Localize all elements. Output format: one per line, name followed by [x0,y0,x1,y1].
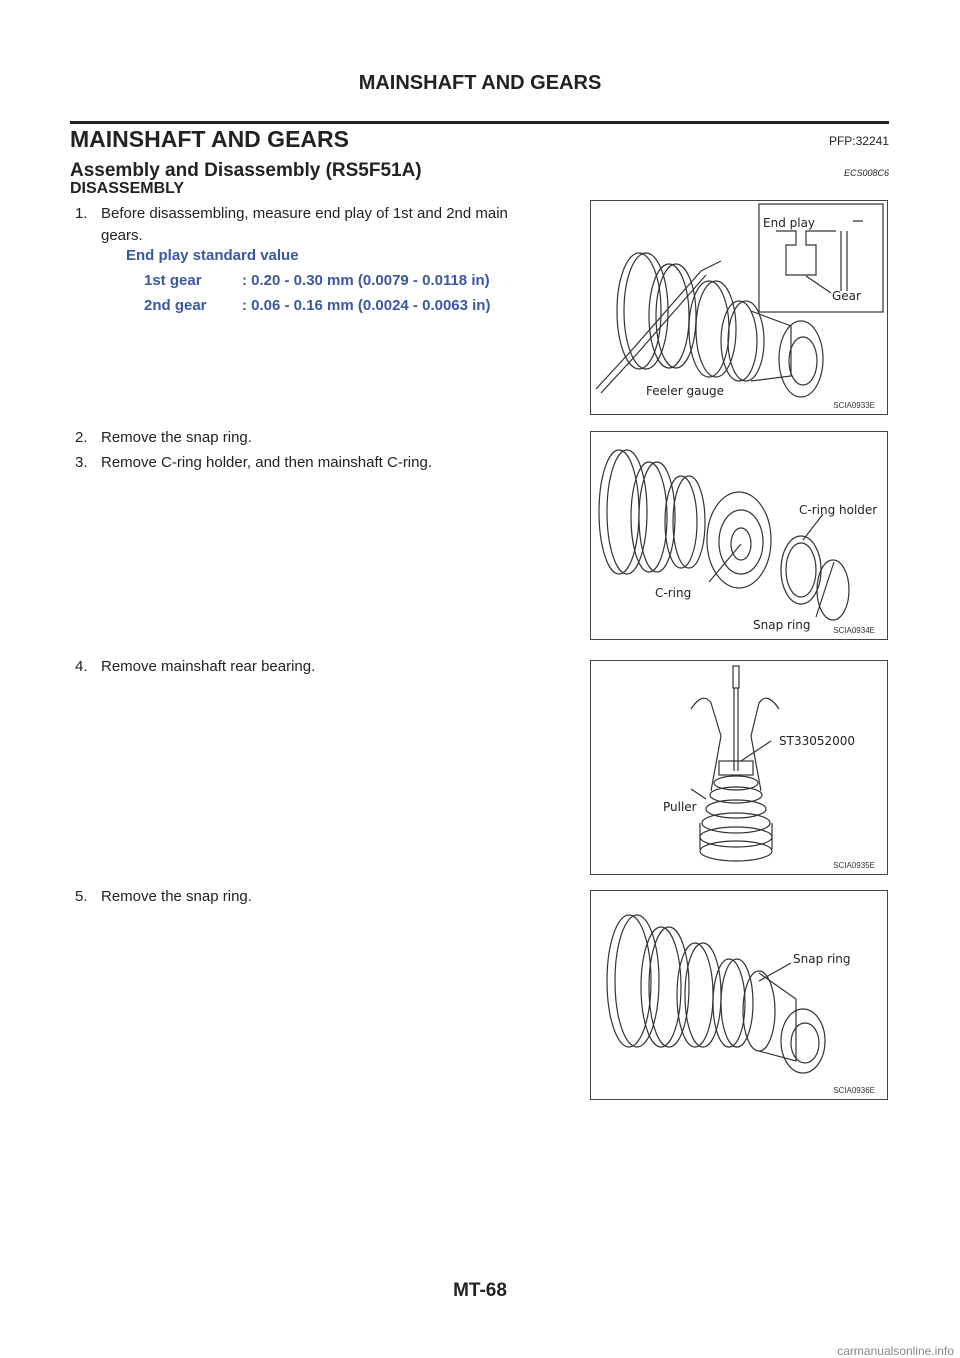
step-number: 2. [75,429,88,446]
puller-label: Puller [663,800,697,814]
running-header: MAINSHAFT AND GEARS [358,72,602,94]
figure-end-play [590,200,888,415]
step-number: 5. [75,888,88,905]
pfp-code: PFP:32241 [828,134,889,148]
step-text: Remove mainshaft rear bearing. [101,658,316,675]
figure-snap-ring [590,890,888,1100]
feeler-gauge-label: Feeler gauge [646,384,725,398]
spec-value: : 0.20 - 0.30 mm (0.0079 - 0.0118 in) [242,272,490,289]
figure-id: SCIA0935E [833,861,875,870]
step-number: 3. [75,454,88,471]
spec-label: 2nd gear [144,297,207,314]
title-rule [70,121,889,124]
spec-row-1st-gear [144,272,564,289]
spec-title: End play standard value [126,247,299,264]
step-number: 1. [75,205,88,222]
page-number: MT-68 [453,1280,507,1301]
spec-value: : 0.06 - 0.16 mm (0.0024 - 0.0063 in) [242,297,491,314]
figure-id: SCIA0934E [833,626,875,635]
section-title: MAINSHAFT AND GEARS [70,126,349,152]
ecs-code: ECS008C6 [843,168,889,178]
step-text: Before disassembling, measure end play of 1st and 2nd main [101,205,508,222]
step-5 [75,886,581,908]
figure-id: SCIA0936E [833,1086,875,1095]
spec-label: 1st gear [144,272,202,289]
section-title-row [70,126,889,156]
gear-label: Gear [832,289,861,303]
subtitle-row [70,160,889,186]
snap-ring-label-layer [591,891,887,1099]
step-text: Remove the snap ring. [101,429,252,446]
c-ring-label: C-ring [655,586,692,600]
snap-ring-label: Snap ring [793,952,851,966]
watermark-text: carmanualsonline.info [837,1344,954,1358]
step-number: 4. [75,658,88,675]
step-text-continued: gears. [101,227,143,244]
snap-ring-label: Snap ring [753,618,811,632]
step-1 [75,203,581,247]
spec-row-2nd-gear [144,297,564,314]
step-text: Remove C-ring holder, and then mainshaft C-ring. [101,454,432,471]
tool-number-label: ST33052000 [779,734,856,748]
figure-c-ring [590,431,888,640]
step-text: Remove the snap ring. [101,888,252,905]
c-ring-holder-label: C-ring holder [799,503,878,517]
step-2 [75,427,581,449]
step-4 [75,656,581,678]
step-3 [75,452,581,474]
figure-id: SCIA0933E [833,401,875,410]
end-play-label-layer [591,201,887,414]
section-subtitle: Assembly and Disassembly (RS5F51A) [70,160,422,181]
puller-label-layer [591,661,887,874]
c-ring-label-layer [591,432,887,639]
figure-puller [590,660,888,875]
disassembly-heading: DISASSEMBLY [70,180,185,197]
end-play-label: End play [763,216,816,230]
